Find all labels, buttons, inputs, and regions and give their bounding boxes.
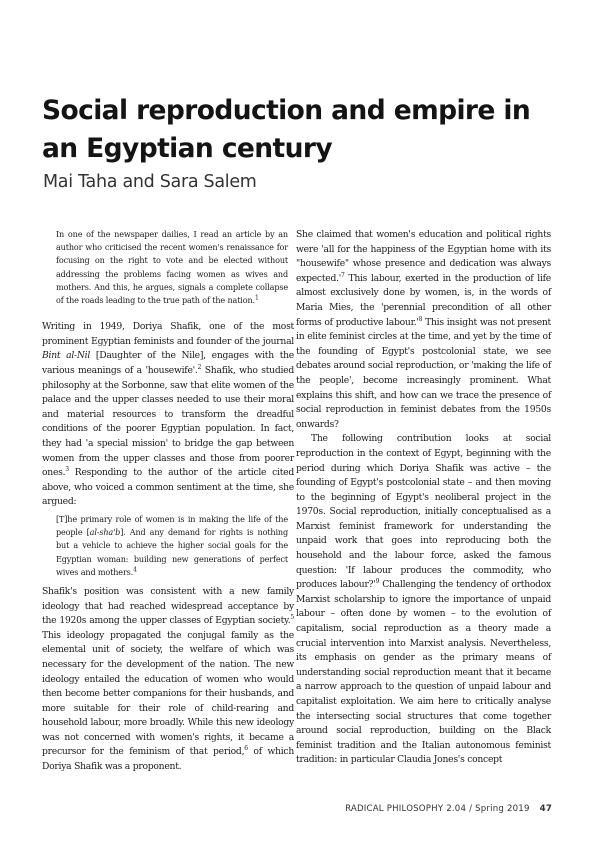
body-paragraph: The following contribution looks at social reproduction in the context of Egypt, beginning with the period during which Doriya Shafik was active – the founding of Egypt's postcolonial state – and then moving to the beginning of Egypt's neoliberal project in the 1970s. Social reproduction, initially conceptualised as a Marxist feminist framework for understanding the unpaid work that goes into reproducing both the household and the labour force, asked the famous question: 'If labour produces the commodity, who produces $labour?'^9$ Challenging the tendency of orthodox Marxist scholarship to ignore the importance of unpaid labour – often done by women – to the evolution of capitalism, social reproduction as a theory made a crucial intervention into Marxist analysis. Nevertheless, its emphasis on gender as the primary means of understanding social reproduction meant that it became a narrow approach to the question of unpaid labour and capitalist exploitation. We aim here to critically analyse the intersecting social structures that come together around social reproduction, building on the Black feminist tradition and the Italian autonomous feminist tradition: in particular Claudia Jones's concept xyxy=(296,433,551,766)
footnote-ref[interactable]: 5 xyxy=(290,614,294,622)
arabic-term: al-sha'b xyxy=(89,527,121,538)
block-quote-text: [T]he primary role of women is in making the life of the people [al-sha'b]. And any demand for rights is nothing but a vehicle to achieve the higher social goals for the Egyptian woman: building new generations of perfect wives and mothers.$^4$ xyxy=(56,513,288,577)
article-title: Social reproduction and empire in an Egyptian century xyxy=(42,95,531,164)
body-paragraph: Writing in 1949, Doriya Shafik, one of the most prominent Egyptian feminists and founder of the journal Bint al-Nil [Daughter of the Nile], engages with the various meanings of a 'housewife'.$^2$ Shafik, who studied philosophy at the Sorbonne, saw that elite women of the palace and the upper classes needed to use their moral and material resources to transform the dreadful conditions of the poorer Egyptian population. In fact, they had 'a special mission' to bridge the gap between women from the upper classes and those from poorer ones.$^3$ Responding to the author of the article cited above, who voiced a common sentiment at the time, she argued: xyxy=(42,321,294,508)
footnote-ref[interactable]: 6 xyxy=(244,745,248,753)
body-paragraph: Shafik's position was consistent with a new family ideology that had reached widespread acceptance by the 1920s among the upper classes of Egyptian society.$^5$ This ideology propagated the conjugal family as the elemental unit of society, the welfare of which was necessary for the development of the nation. The new ideology entailed the education of women who would then become better companions for their husbands, and more suitable for their role of child-rearing and household labour, more broadly. While this new ideology was not concerned with women's rights, it became a precursor for the feminism of that period,$^6$ of which Doriya Shafik was a proponent. xyxy=(42,585,294,773)
footnote-ref[interactable]: 7 xyxy=(341,271,345,279)
right-column xyxy=(296,228,551,768)
page-number: 47 xyxy=(539,804,552,814)
epigraph xyxy=(42,228,294,307)
body-paragraph: She claimed that women's education and political rights were 'all for the happiness of the Egyptian home with its "housewife" whose presence and dedication was always $expected.'^7$ This labour, exerted in the production of life almost exclusively done by women, is, in the words of Maria Mies, the 'perennial precondition of all other forms of productive $labour.'^8$ This insight was not present in elite feminist circles at the time, and yet by the time of the founding of Egypt's postcolonial state, we see debates around social reproduction, or 'making the life of the people', become increasingly prominent. What explains this shift, and how can we trace the presence of social reproduction in feminist debates from the 1950s onwards? xyxy=(296,229,551,430)
journal-name: Bint al-Nil xyxy=(42,350,91,362)
footnote-ref[interactable]: 3 xyxy=(65,466,69,474)
footnote-ref[interactable]: 4 xyxy=(133,566,137,574)
page-footer xyxy=(312,804,552,814)
footnote-ref[interactable]: 8 xyxy=(418,315,423,323)
footnote-ref[interactable]: 2 xyxy=(197,363,202,371)
block-quote xyxy=(42,513,294,579)
footnote-ref[interactable]: 1 xyxy=(254,294,259,302)
epigraph-text: In one of the newspaper dailies, I read an article by an author who criticised the recent women's renaissance for focusing on the right to vote and be elected without addressing the problems facing women as wives and mothers. And this, he argues, signals a complete collapse of the roads leading to the true path of the nation.$^1$ xyxy=(56,229,288,306)
footnote-ref[interactable]: 9 xyxy=(375,578,380,586)
journal-issue: RADICAL PHILOSOPHY 2.04 / Spring 2019 xyxy=(345,804,530,814)
left-column xyxy=(42,228,294,775)
article-authors: Mai Taha and Sara Salem xyxy=(43,172,257,192)
